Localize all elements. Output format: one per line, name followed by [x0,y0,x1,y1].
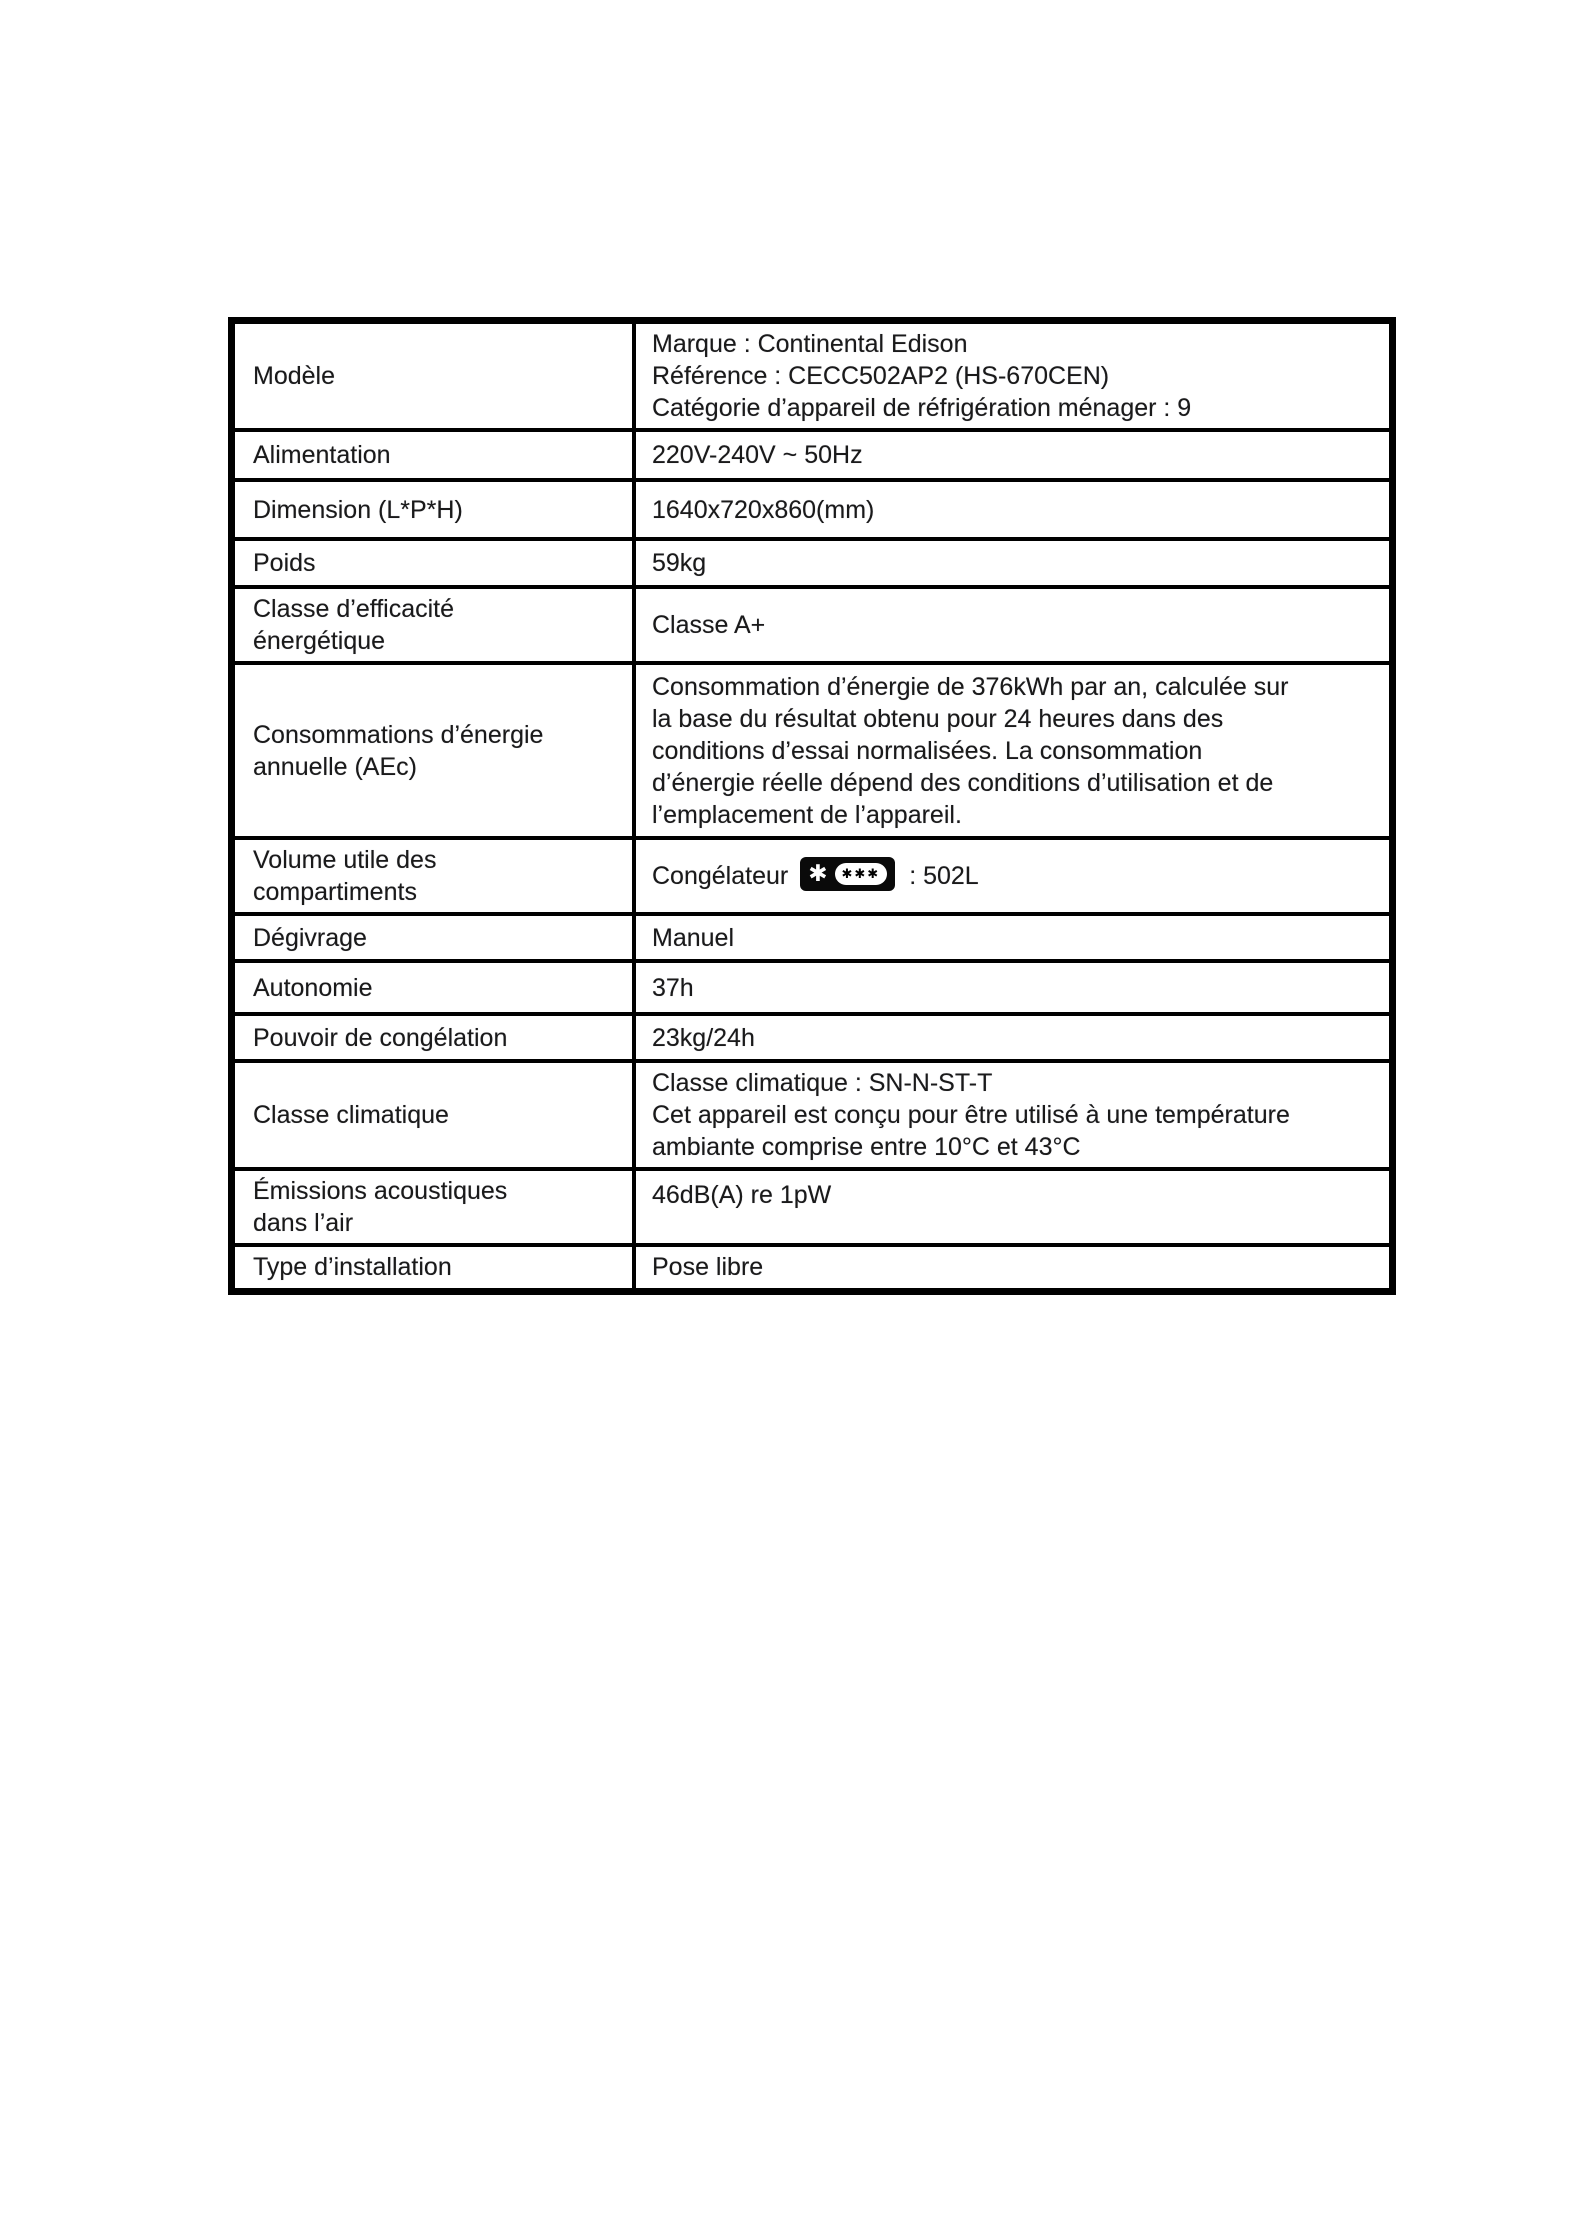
spec-table [228,317,1396,1295]
value-line: l’emplacement de l’appareil. [652,800,962,829]
value-cell [634,1245,1393,1291]
freezer-small-stars: ✱✱✱ [841,866,881,882]
label-line: Type d’installation [253,1253,452,1282]
freezer-big-star-icon: ✱ [808,860,828,887]
value-prefix: Congélateur [652,862,789,890]
label-line: Modèle [253,362,335,390]
value-cell [634,914,1393,961]
spec-row-volume-utile [232,838,1393,914]
value-cell [634,480,1393,539]
label-cell [232,1169,635,1245]
spec-row-dimension [232,480,1393,539]
value-cell [634,961,1393,1014]
value-line: Consommation d’énergie de 376kWh par an, calculée sur [652,672,1289,701]
label-line: Émissions acoustiques [253,1177,508,1205]
value-cell [634,321,1393,431]
label-cell [232,1061,635,1169]
spec-row-classe-efficacite [232,587,1393,663]
label-cell [232,663,635,838]
label-cell [232,1014,635,1061]
spec-row-alimentation [232,430,1393,480]
value-cell [634,838,1393,914]
label-cell [232,480,635,539]
value-line: Classe A+ [652,611,766,639]
value-line: ambiante comprise entre 10°C et 43°C [652,1133,1081,1161]
label-line: Autonomie [253,973,373,1002]
value-cell [634,539,1393,587]
spec-row-degivrage [232,914,1393,961]
value-cell [634,1061,1393,1169]
label-line: Dégivrage [253,923,367,952]
value-cell [634,663,1393,838]
label-line: annuelle (AEc) [253,752,417,781]
value-line: d’énergie réelle dépend des conditions d’utilisation et de [652,768,1274,797]
spec-row-autonomie [232,961,1393,1014]
value-line: 220V-240V ~ 50Hz [652,441,863,469]
spec-row-consommation-energie [232,663,1393,838]
four-star-freezer-icon [800,857,895,891]
value-line: Marque : Continental Edison [652,330,968,358]
value-line: 37h [652,973,694,1002]
value-cell [634,1014,1393,1061]
label-cell [232,321,635,431]
value-line: 23kg/24h [652,1023,755,1052]
label-line: Classe climatique [253,1101,449,1129]
value-line: 1640x720x860(mm) [652,495,875,524]
spec-row-modele [232,321,1393,431]
spec-row-poids [232,539,1393,587]
value-line: Pose libre [652,1253,764,1282]
label-line: Consommations d’énergie [253,720,544,749]
value-line: 59kg [652,549,707,577]
value-line: Référence : CECC502AP2 (HS-670CEN) [652,362,1110,390]
value-suffix: : 502L [909,862,979,890]
value-line: Cet appareil est conçu pour être utilisé à une température [652,1101,1290,1129]
value-line: Manuel [652,923,734,952]
spec-row-emissions-acoustiques [232,1169,1393,1245]
spec-row-pouvoir-congelation [232,1014,1393,1061]
label-cell [232,1245,635,1291]
value-cell [634,587,1393,663]
value-line: 46dB(A) re 1pW [652,1181,832,1209]
label-cell [232,539,635,587]
label-cell [232,914,635,961]
label-line: compartiments [253,878,417,906]
value-cell [634,430,1393,480]
label-line: Volume utile des [253,846,437,874]
value-line: la base du résultat obtenu pour 24 heures dans des [652,704,1224,733]
spec-row-classe-climatique [232,1061,1393,1169]
value-line: Catégorie d’appareil de réfrigération ménager : 9 [652,394,1192,422]
label-line: Poids [253,549,316,577]
label-cell [232,961,635,1014]
label-cell [232,838,635,914]
label-line: Dimension (L*P*H) [253,495,463,524]
value-cell [634,1169,1393,1245]
value-line: conditions d’essai normalisées. La consommation [652,736,1203,765]
freezer-star-pill-icon [835,863,888,885]
label-cell [232,587,635,663]
label-cell [232,430,635,480]
spec-row-type-installation [232,1245,1393,1291]
label-line: Classe d’efficacité [253,595,455,623]
label-line: Pouvoir de congélation [253,1023,508,1052]
label-line: énergétique [253,627,386,655]
label-line: Alimentation [253,441,391,469]
value-line: Classe climatique : SN-N-ST-T [652,1069,993,1097]
label-line: dans l’air [253,1209,354,1237]
